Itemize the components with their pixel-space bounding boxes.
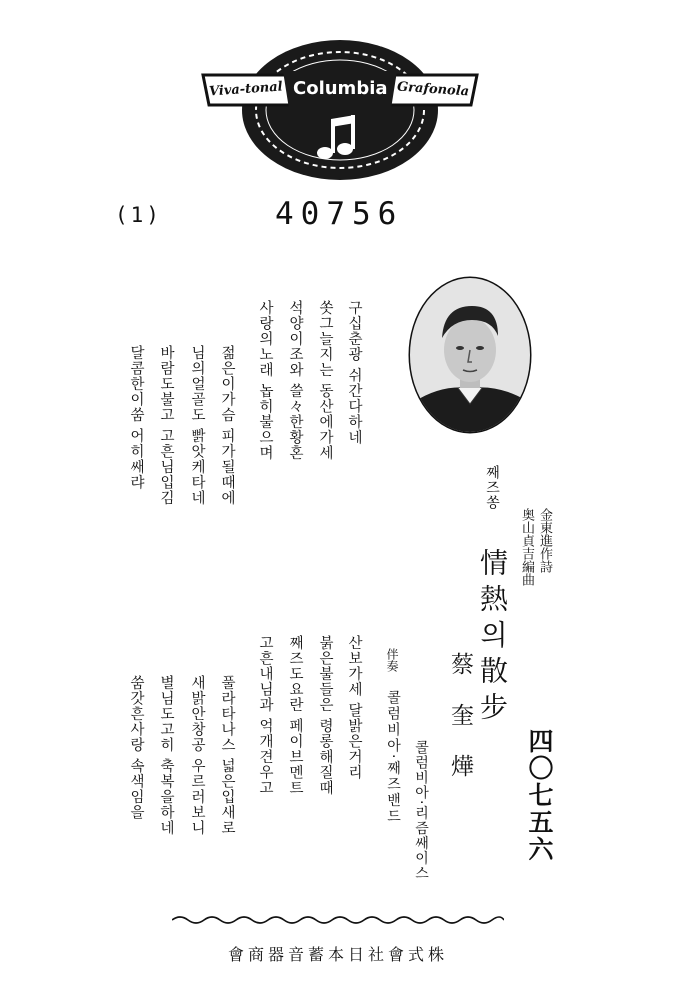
lyric-verse1-line3: 석양이조와 쓸々한황혼 (287, 300, 303, 461)
singer-name: 蔡奎燁 (447, 652, 473, 805)
lyric-verse1-line5: 젊은이가슴 피가될때에 (219, 345, 235, 506)
lyric-verse2-line5: 풀라타나스 넓은입새로 (219, 675, 235, 836)
lyric-verse2-line1: 산보가세 달밝은거리 (346, 635, 362, 781)
lyric-verse2-line6: 새밝안창공 우르러보니 (189, 675, 205, 836)
composer-credit: 奥山貞吉編曲 (519, 508, 534, 586)
lyric-verse1-line6: 님의얼골도 빩앗케타네 (189, 345, 205, 506)
logo-brand-text: Columbia (293, 78, 388, 99)
logo-left-text: Viva-tonal (208, 79, 284, 100)
record-number-kanji: 四〇七五六 (525, 728, 554, 863)
wavy-divider (172, 912, 504, 926)
singer-portrait (408, 276, 532, 434)
lyric-verse1-line7: 바람도불고 고흔님입김 (158, 345, 174, 506)
lyric-verse2-line8: 쑴갓흔사랑 속색임을 (128, 675, 144, 821)
accompaniment-rhythm-boys: 콜럼비아·리즘쌔이스 (413, 740, 429, 881)
lyric-verse2-line3: 째즈도요란 페이브멘트 (287, 635, 303, 796)
publisher-name: 株式會社日本蓄音器商會 (227, 945, 448, 964)
publisher-footer (0, 942, 676, 965)
columbia-logo (175, 35, 505, 185)
lyric-verse2-line4: 고흔내님과 억개견우고 (257, 635, 273, 796)
lyric-verse1-line1: 구십춘광 쉬간다하네 (346, 300, 362, 446)
lyric-verse2-line2: 붉은불들은 령롱해질때 (317, 635, 333, 796)
lyric-verse2-line7: 별님도고히 축복을하네 (158, 675, 174, 836)
record-side: (1) (115, 203, 162, 227)
genre-label: 째즈쏭 (484, 465, 500, 510)
accompaniment-label: 伴奏 (385, 648, 399, 672)
song-title: 情熱의散步 (476, 548, 509, 728)
lyricist-credit: 金東進作詩 (537, 508, 552, 573)
lyric-verse1-line8: 달콤한이쑴 어히쌔랴 (128, 345, 144, 491)
accompaniment-jazz-band: 콜럼비아·째즈밴드 (385, 690, 401, 825)
columbia-logo-art (175, 35, 505, 185)
portrait-image (408, 276, 532, 434)
logo-right-text: Grafonola (396, 79, 470, 100)
lyric-verse1-line2: 쏫그늘지는 동산에가세 (317, 300, 333, 461)
record-number: 40756 (275, 196, 404, 232)
lyric-verse1-line4: 사랑의노래 놉히불으며 (257, 300, 273, 461)
divider-line (172, 913, 504, 927)
